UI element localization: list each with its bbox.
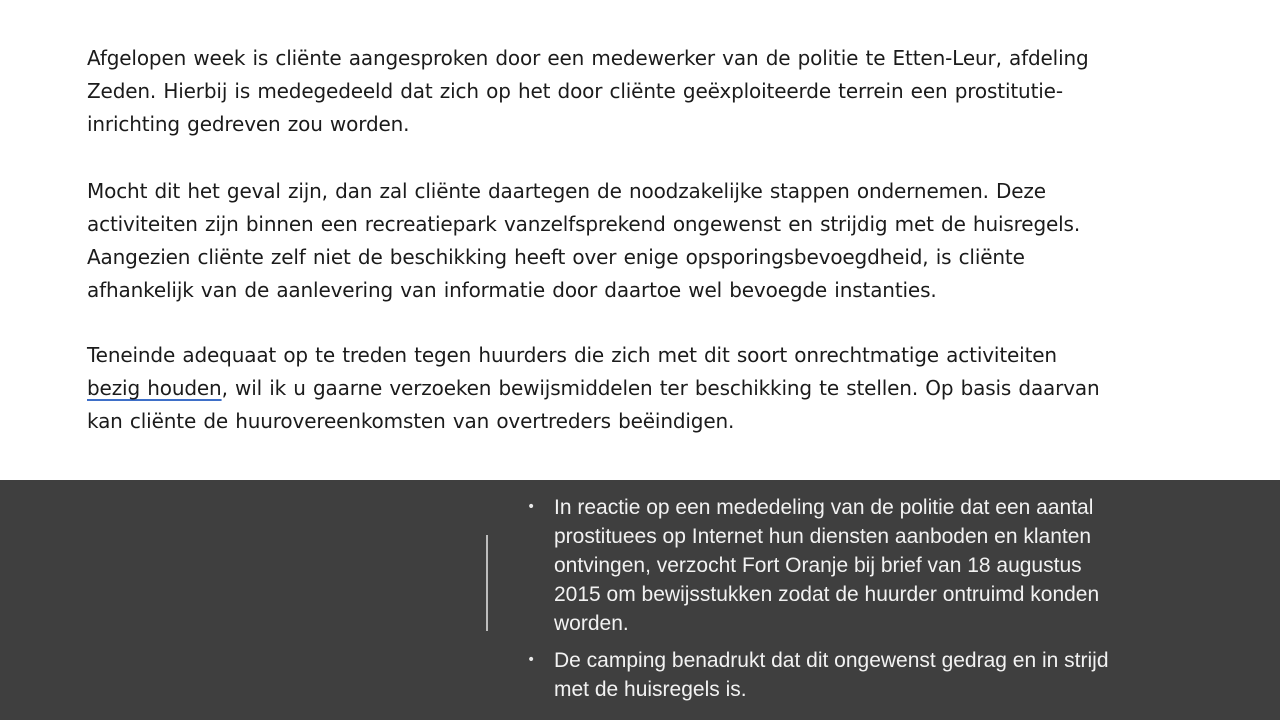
bullet-line: prostituees op Internet hun diensten aanboden en klanten	[554, 525, 1092, 548]
letter-line: activiteiten zijn binnen een recreatiepark vanzelfsprekend ongewenst en strijdig met de huisregels.	[87, 212, 1081, 236]
letter-line	[87, 372, 1217, 405]
bullet-list	[527, 493, 1227, 712]
letter-paragraph-3	[87, 339, 1217, 438]
letter-line: kan cliënte de huurovereenkomsten van overtreders beëindigen.	[87, 409, 735, 433]
bullet-marker: •	[527, 652, 536, 668]
letter-line: afhankelijk van de aanlevering van informatie door daartoe wel bevoegde instanties.	[87, 278, 937, 302]
caption-panel	[0, 480, 1280, 720]
letter-paragraph-1	[87, 42, 1217, 141]
spellcheck-flagged-phrase: bezig houden	[87, 376, 222, 400]
letter-line-rest: , wil ik u gaarne verzoeken bewijsmiddelen ter beschikking te stellen. Op basis daarvan	[221, 376, 1100, 400]
letter-line: Aangezien cliënte zelf niet de beschikking heeft over enige opsporingsbevoegdheid, is cliënte	[87, 245, 1025, 269]
bullet-line: De camping benadrukt dat dit ongewenst gedrag en in strijd	[554, 649, 1109, 672]
bullet-line: worden.	[554, 612, 629, 635]
bullet-line: 2015 om bewijsstukken zodat de huurder ontruimd konden	[554, 583, 1100, 606]
vertical-divider	[486, 535, 488, 631]
bullet-marker: •	[527, 499, 536, 515]
bullet-line: ontvingen, verzocht Fort Oranje bij brief van 18 augustus	[554, 554, 1082, 577]
letter-paragraph-2	[87, 175, 1217, 307]
bullet-item	[527, 493, 1227, 638]
bullet-line: met de huisregels is.	[554, 678, 747, 701]
letter-line: Teneinde adequaat op te treden tegen huurders die zich met dit soort onrechtmatige activiteiten	[87, 343, 1057, 367]
letter-line: Afgelopen week is cliënte aangesproken door een medewerker van de politie te Etten-Leur, afdeling	[87, 46, 1089, 70]
letter-line: Zeden. Hierbij is medegedeeld dat zich op het door cliënte geëxploiteerde terrein een prostitutie-	[87, 79, 1063, 103]
bullet-item	[527, 646, 1227, 704]
letter-line: Mocht dit het geval zijn, dan zal cliënte daartegen de noodzakelijke stappen ondernemen. Deze	[87, 179, 1046, 203]
bullet-line: In reactie op een mededeling van de politie dat een aantal	[554, 496, 1094, 519]
letter-line: inrichting gedreven zou worden.	[87, 112, 410, 136]
